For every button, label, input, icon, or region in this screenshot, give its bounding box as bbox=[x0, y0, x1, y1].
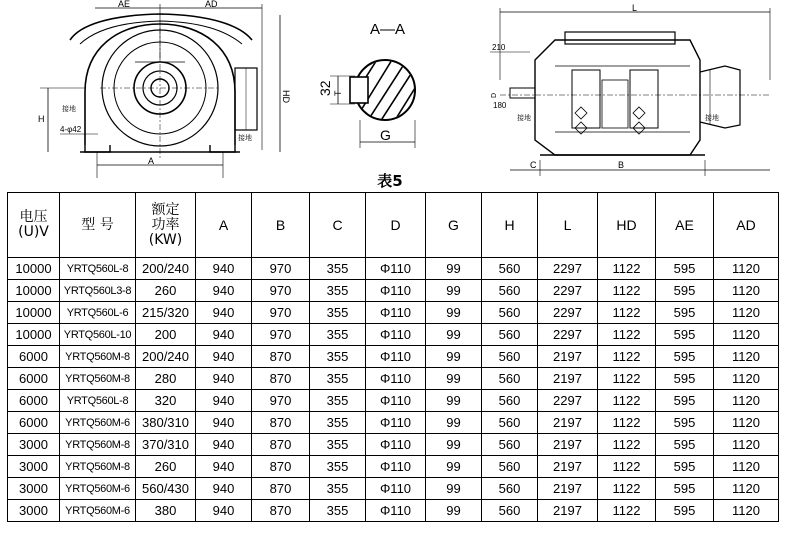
table-cell: 940 bbox=[196, 434, 252, 456]
table-cell: YRTQ560L3-8 bbox=[60, 280, 136, 302]
column-header: D bbox=[366, 193, 426, 258]
column-header: AD bbox=[714, 193, 779, 258]
table-cell: Φ110 bbox=[366, 456, 426, 478]
table-cell: 200 bbox=[136, 324, 196, 346]
table-cell: YRTQ560M-8 bbox=[60, 368, 136, 390]
table-row bbox=[8, 302, 779, 324]
table-cell: YRTQ560L-8 bbox=[60, 258, 136, 280]
table-cell: 2297 bbox=[538, 390, 598, 412]
table-row bbox=[8, 390, 779, 412]
table-cell: 560 bbox=[482, 280, 538, 302]
column-header: AE bbox=[656, 193, 714, 258]
table-cell: 1122 bbox=[598, 390, 656, 412]
table-cell: 595 bbox=[656, 302, 714, 324]
table-cell: 560 bbox=[482, 434, 538, 456]
table-cell: 99 bbox=[426, 324, 482, 346]
table-cell: YRTQ560M-6 bbox=[60, 478, 136, 500]
table-cell: YRTQ560L-8 bbox=[60, 390, 136, 412]
table-cell: 355 bbox=[310, 258, 366, 280]
table-cell: 870 bbox=[252, 434, 310, 456]
table-cell: 870 bbox=[252, 478, 310, 500]
table-cell: 1122 bbox=[598, 478, 656, 500]
column-header: L bbox=[538, 193, 598, 258]
ground-label-left: 接地 bbox=[62, 106, 76, 113]
table-cell: 2197 bbox=[538, 412, 598, 434]
dim-l-label: L bbox=[632, 3, 638, 13]
table-cell: 380/310 bbox=[136, 412, 196, 434]
table-cell: 1122 bbox=[598, 280, 656, 302]
table-cell: 1120 bbox=[714, 302, 779, 324]
table-cell: 99 bbox=[426, 302, 482, 324]
table-cell: 380 bbox=[136, 500, 196, 522]
table-cell: 970 bbox=[252, 280, 310, 302]
table-cell: 99 bbox=[426, 500, 482, 522]
table-cell: 280 bbox=[136, 368, 196, 390]
ground-label-side-right: 接地 bbox=[705, 115, 719, 122]
table-cell: 320 bbox=[136, 390, 196, 412]
table-cell: 870 bbox=[252, 456, 310, 478]
table-cell: 560 bbox=[482, 456, 538, 478]
table-cell: 355 bbox=[310, 280, 366, 302]
table-cell: 99 bbox=[426, 258, 482, 280]
table-cell: 355 bbox=[310, 390, 366, 412]
section-view bbox=[317, 21, 430, 148]
table-cell: Φ110 bbox=[366, 302, 426, 324]
table-cell: 595 bbox=[656, 434, 714, 456]
table-cell: 1122 bbox=[598, 434, 656, 456]
table-cell: 355 bbox=[310, 302, 366, 324]
table-cell: 99 bbox=[426, 456, 482, 478]
dim-g-label: G bbox=[380, 127, 391, 143]
dim-t-label: T bbox=[333, 90, 343, 96]
table-cell: 6000 bbox=[8, 368, 60, 390]
table-cell: 1122 bbox=[598, 500, 656, 522]
table-cell: 2197 bbox=[538, 478, 598, 500]
table-cell: 1120 bbox=[714, 280, 779, 302]
table-cell: 1120 bbox=[714, 500, 779, 522]
table-cell: 200/240 bbox=[136, 346, 196, 368]
table-title: 表5 bbox=[377, 172, 403, 190]
table-cell: 940 bbox=[196, 258, 252, 280]
table-cell: 2197 bbox=[538, 368, 598, 390]
table-cell: 1122 bbox=[598, 412, 656, 434]
table-cell: 1120 bbox=[714, 412, 779, 434]
table-cell: 3000 bbox=[8, 478, 60, 500]
table-cell: 260 bbox=[136, 280, 196, 302]
table-cell: 560 bbox=[482, 302, 538, 324]
table-cell: 6000 bbox=[8, 390, 60, 412]
table-row bbox=[8, 412, 779, 434]
table-cell: 2197 bbox=[538, 434, 598, 456]
table-cell: Φ110 bbox=[366, 390, 426, 412]
table-cell: 560 bbox=[482, 390, 538, 412]
column-header: 型 号 bbox=[60, 193, 136, 258]
dim-180-label: 180 bbox=[493, 101, 507, 110]
table-cell: 215/320 bbox=[136, 302, 196, 324]
table-cell: Φ110 bbox=[366, 412, 426, 434]
table-cell: 940 bbox=[196, 324, 252, 346]
dim-a-label: A bbox=[148, 156, 155, 166]
table-cell: 1120 bbox=[714, 324, 779, 346]
table-cell: 3000 bbox=[8, 500, 60, 522]
table-cell: 560 bbox=[482, 478, 538, 500]
table-cell: 560 bbox=[482, 500, 538, 522]
table-cell: 3000 bbox=[8, 434, 60, 456]
table-cell: 10000 bbox=[8, 302, 60, 324]
table-cell: 10000 bbox=[8, 280, 60, 302]
table-row bbox=[8, 478, 779, 500]
table-cell: Φ110 bbox=[366, 368, 426, 390]
table-cell: 870 bbox=[252, 346, 310, 368]
table-row bbox=[8, 346, 779, 368]
table-cell: Φ110 bbox=[366, 478, 426, 500]
table-cell: Φ110 bbox=[366, 324, 426, 346]
table-cell: 355 bbox=[310, 368, 366, 390]
dim-ae-label: AE bbox=[118, 0, 131, 9]
table-cell: 355 bbox=[310, 346, 366, 368]
table-cell: 560/430 bbox=[136, 478, 196, 500]
table-cell: 2297 bbox=[538, 258, 598, 280]
table-cell: 99 bbox=[426, 368, 482, 390]
table-cell: YRTQ560L-10 bbox=[60, 324, 136, 346]
table-cell: 560 bbox=[482, 368, 538, 390]
dim-b-label: B bbox=[618, 160, 625, 170]
table-cell: 200/240 bbox=[136, 258, 196, 280]
column-header: G bbox=[426, 193, 482, 258]
table-row bbox=[8, 324, 779, 346]
column-header: HD bbox=[598, 193, 656, 258]
front-view bbox=[38, 0, 291, 178]
dim-hd-label: HD bbox=[281, 90, 291, 103]
table-row bbox=[8, 368, 779, 390]
table-cell: 3000 bbox=[8, 456, 60, 478]
table-cell: 1120 bbox=[714, 346, 779, 368]
dim-32-label: 32 bbox=[317, 80, 333, 96]
table-row bbox=[8, 258, 779, 280]
table-cell: 560 bbox=[482, 324, 538, 346]
column-header: A bbox=[196, 193, 252, 258]
table-cell: 355 bbox=[310, 478, 366, 500]
table-cell: 1122 bbox=[598, 258, 656, 280]
table-cell: 6000 bbox=[8, 346, 60, 368]
table-cell: Φ110 bbox=[366, 280, 426, 302]
table-cell: 560 bbox=[482, 346, 538, 368]
table-cell: 6000 bbox=[8, 412, 60, 434]
table-row bbox=[8, 500, 779, 522]
table-cell: 10000 bbox=[8, 324, 60, 346]
spec-table-header bbox=[8, 193, 779, 258]
table-cell: 355 bbox=[310, 456, 366, 478]
table-cell: 595 bbox=[656, 456, 714, 478]
table-cell: Φ110 bbox=[366, 346, 426, 368]
table-cell: 595 bbox=[656, 324, 714, 346]
dim-c-label: C bbox=[530, 160, 537, 170]
column-header: B bbox=[252, 193, 310, 258]
ground-label-right: 接地 bbox=[238, 135, 252, 142]
table-row bbox=[8, 434, 779, 456]
table-cell: 370/310 bbox=[136, 434, 196, 456]
table-row bbox=[8, 280, 779, 302]
ground-label-side-left: 接地 bbox=[517, 115, 531, 122]
table-cell: YRTQ560M-6 bbox=[60, 500, 136, 522]
table-cell: 1122 bbox=[598, 346, 656, 368]
column-header: H bbox=[482, 193, 538, 258]
table-cell: 99 bbox=[426, 280, 482, 302]
dim-h-label: H bbox=[38, 114, 45, 124]
table-cell: 1120 bbox=[714, 368, 779, 390]
bolt-label: 4-φ42 bbox=[60, 125, 82, 134]
table-cell: 2197 bbox=[538, 456, 598, 478]
table-cell: 99 bbox=[426, 390, 482, 412]
table-cell: 970 bbox=[252, 324, 310, 346]
table-cell: YRTQ560M-8 bbox=[60, 434, 136, 456]
spec-table bbox=[7, 192, 779, 522]
table-cell: 595 bbox=[656, 412, 714, 434]
table-cell: 355 bbox=[310, 434, 366, 456]
table-cell: 940 bbox=[196, 302, 252, 324]
table-cell: YRTQ560M-6 bbox=[60, 412, 136, 434]
table-cell: 355 bbox=[310, 324, 366, 346]
table-cell: Φ110 bbox=[366, 258, 426, 280]
table-cell: 595 bbox=[656, 346, 714, 368]
table-cell: 940 bbox=[196, 456, 252, 478]
table-cell: 99 bbox=[426, 346, 482, 368]
table-cell: 1122 bbox=[598, 368, 656, 390]
dim-ad-label: AD bbox=[205, 0, 218, 9]
table-cell: 560 bbox=[482, 412, 538, 434]
table-cell: 595 bbox=[656, 258, 714, 280]
table-cell: 870 bbox=[252, 500, 310, 522]
table-cell: 970 bbox=[252, 390, 310, 412]
table-cell: 940 bbox=[196, 368, 252, 390]
table-cell: 1120 bbox=[714, 258, 779, 280]
table-cell: 1120 bbox=[714, 434, 779, 456]
column-header: 额定 功率 (KW) bbox=[136, 193, 196, 258]
table-cell: 940 bbox=[196, 412, 252, 434]
table-cell: 2297 bbox=[538, 302, 598, 324]
table-cell: 1120 bbox=[714, 390, 779, 412]
table-cell: 99 bbox=[426, 412, 482, 434]
table-cell: Φ110 bbox=[366, 500, 426, 522]
table-cell: 99 bbox=[426, 478, 482, 500]
side-view bbox=[490, 3, 770, 176]
table-cell: 940 bbox=[196, 346, 252, 368]
table-cell: 1120 bbox=[714, 456, 779, 478]
table-cell: 1122 bbox=[598, 324, 656, 346]
table-cell: 355 bbox=[310, 500, 366, 522]
spec-table-body bbox=[8, 258, 779, 522]
table-cell: 2197 bbox=[538, 346, 598, 368]
dim-210-label: 210 bbox=[492, 43, 506, 52]
table-cell: 1122 bbox=[598, 456, 656, 478]
table-cell: 970 bbox=[252, 302, 310, 324]
table-cell: 970 bbox=[252, 258, 310, 280]
section-title: A—A bbox=[370, 21, 406, 38]
table-cell: 595 bbox=[656, 478, 714, 500]
table-cell: 355 bbox=[310, 412, 366, 434]
table-cell: 10000 bbox=[8, 258, 60, 280]
table-cell: 595 bbox=[656, 500, 714, 522]
table-cell: 560 bbox=[482, 258, 538, 280]
table-cell: 99 bbox=[426, 434, 482, 456]
table-cell: 940 bbox=[196, 500, 252, 522]
table-cell: Φ110 bbox=[366, 434, 426, 456]
table-cell: 260 bbox=[136, 456, 196, 478]
table-cell: 870 bbox=[252, 368, 310, 390]
table-cell: 940 bbox=[196, 280, 252, 302]
table-cell: 1122 bbox=[598, 302, 656, 324]
table-cell: YRTQ560L-6 bbox=[60, 302, 136, 324]
table-cell: 940 bbox=[196, 478, 252, 500]
table-cell: 2297 bbox=[538, 280, 598, 302]
column-header: C bbox=[310, 193, 366, 258]
column-header: 电压 (U)V bbox=[8, 193, 60, 258]
table-cell: 940 bbox=[196, 390, 252, 412]
table-cell: 2197 bbox=[538, 500, 598, 522]
technical-drawings bbox=[0, 0, 786, 192]
table-cell: 1120 bbox=[714, 478, 779, 500]
table-row bbox=[8, 456, 779, 478]
table-cell: 870 bbox=[252, 412, 310, 434]
dim-d-label: D bbox=[491, 92, 498, 98]
table-cell: 2297 bbox=[538, 324, 598, 346]
table-cell: 595 bbox=[656, 368, 714, 390]
table-cell: YRTQ560M-8 bbox=[60, 456, 136, 478]
table-cell: YRTQ560M-8 bbox=[60, 346, 136, 368]
table-cell: 595 bbox=[656, 390, 714, 412]
table-cell: 595 bbox=[656, 280, 714, 302]
